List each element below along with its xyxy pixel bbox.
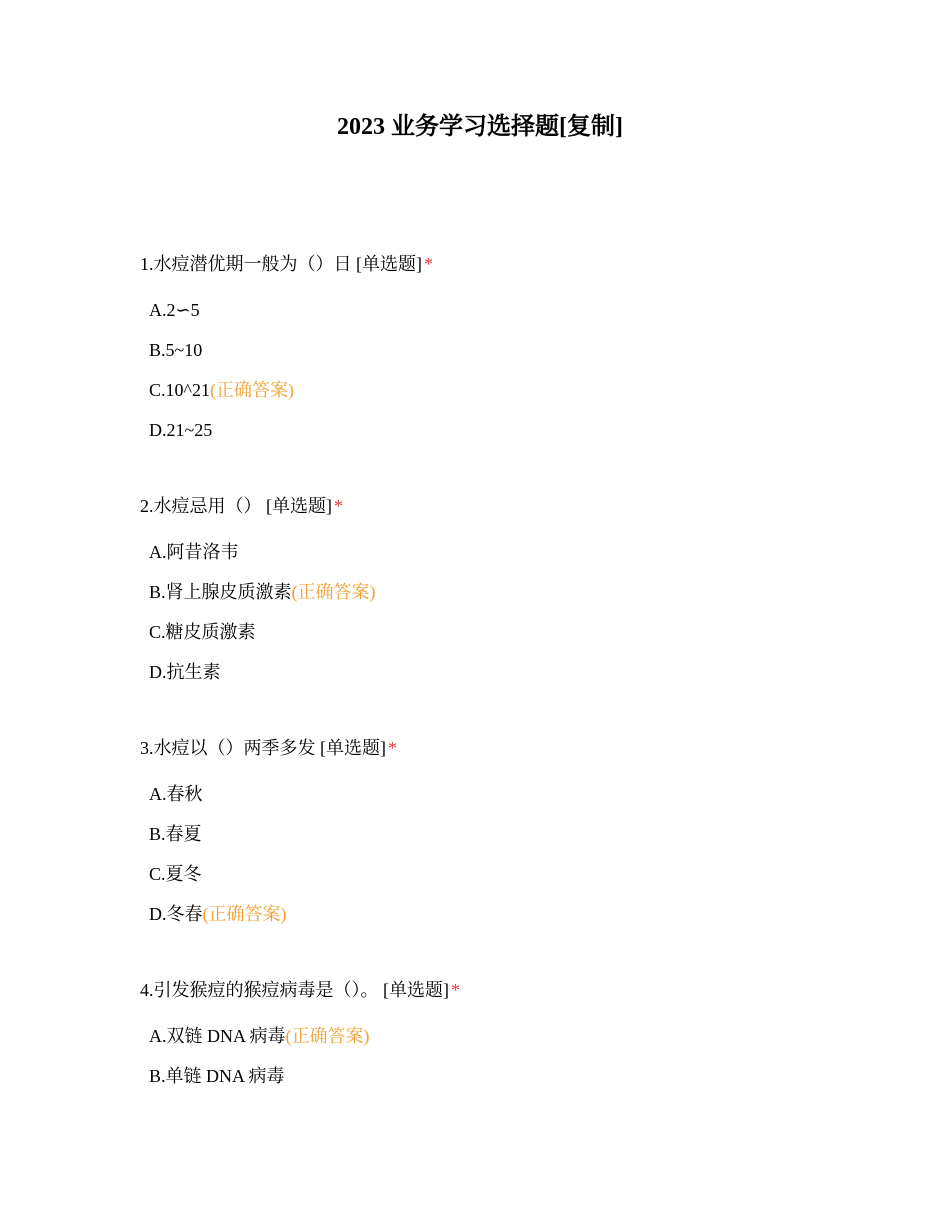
option-d[interactable]: [149, 902, 840, 926]
question-1: [140, 252, 840, 458]
correct-answer-tag: (正确答案): [202, 904, 287, 924]
option-list: [149, 298, 840, 442]
question-stem: [140, 252, 840, 276]
option-a[interactable]: [149, 298, 840, 322]
option-text: A.2∽5: [149, 300, 200, 320]
question-text: 4.引发猴痘的猴痘病毒是（）。 [单选题]: [140, 980, 449, 1000]
option-text: C.夏冬: [149, 864, 202, 884]
option-d[interactable]: [149, 660, 840, 684]
option-a[interactable]: [149, 1024, 840, 1048]
option-text: A.阿昔洛韦: [149, 542, 239, 562]
required-asterisk: *: [388, 738, 397, 758]
option-b[interactable]: [149, 338, 840, 362]
option-a[interactable]: [149, 540, 840, 564]
option-text: D.抗生素: [149, 662, 221, 682]
option-d[interactable]: [149, 418, 840, 442]
option-text: D.21~25: [149, 420, 213, 440]
option-c[interactable]: [149, 378, 840, 402]
correct-answer-tag: (正确答案): [291, 582, 376, 602]
option-list: [149, 540, 840, 684]
question-3: [140, 736, 840, 942]
option-text: A.双链 DNA 病毒: [149, 1026, 286, 1046]
option-text: D.冬春: [149, 904, 203, 924]
option-text: B.春夏: [149, 824, 202, 844]
option-text: B.5~10: [149, 340, 203, 360]
option-text: B.单链 DNA 病毒: [149, 1066, 285, 1086]
option-c[interactable]: [149, 862, 840, 886]
question-4: [140, 978, 840, 1104]
option-b[interactable]: [149, 1064, 840, 1088]
required-asterisk: *: [334, 496, 343, 516]
required-asterisk: *: [424, 254, 433, 274]
correct-answer-tag: (正确答案): [285, 1026, 370, 1046]
option-b[interactable]: [149, 822, 840, 846]
option-text: B.肾上腺皮质激素: [149, 582, 292, 602]
question-text: 2.水痘忌用（） [单选题]: [140, 496, 332, 516]
option-text: C.10^21: [149, 380, 210, 400]
option-c[interactable]: [149, 620, 840, 644]
required-asterisk: *: [451, 980, 460, 1000]
option-a[interactable]: [149, 782, 840, 806]
option-text: C.糖皮质激素: [149, 622, 256, 642]
correct-answer-tag: (正确答案): [209, 380, 294, 400]
option-list: [149, 782, 840, 926]
question-2: [140, 494, 840, 700]
option-list: [149, 1024, 840, 1088]
question-stem: [140, 494, 840, 518]
question-stem: [140, 978, 840, 1002]
option-text: A.春秋: [149, 784, 203, 804]
question-text: 3.水痘以（）两季多发 [单选题]: [140, 738, 386, 758]
option-b[interactable]: [149, 580, 840, 604]
question-stem: [140, 736, 840, 760]
question-text: 1.水痘潜优期一般为（）日 [单选题]: [140, 254, 422, 274]
page-title: 2023 业务学习选择题[复制]: [337, 114, 623, 140]
